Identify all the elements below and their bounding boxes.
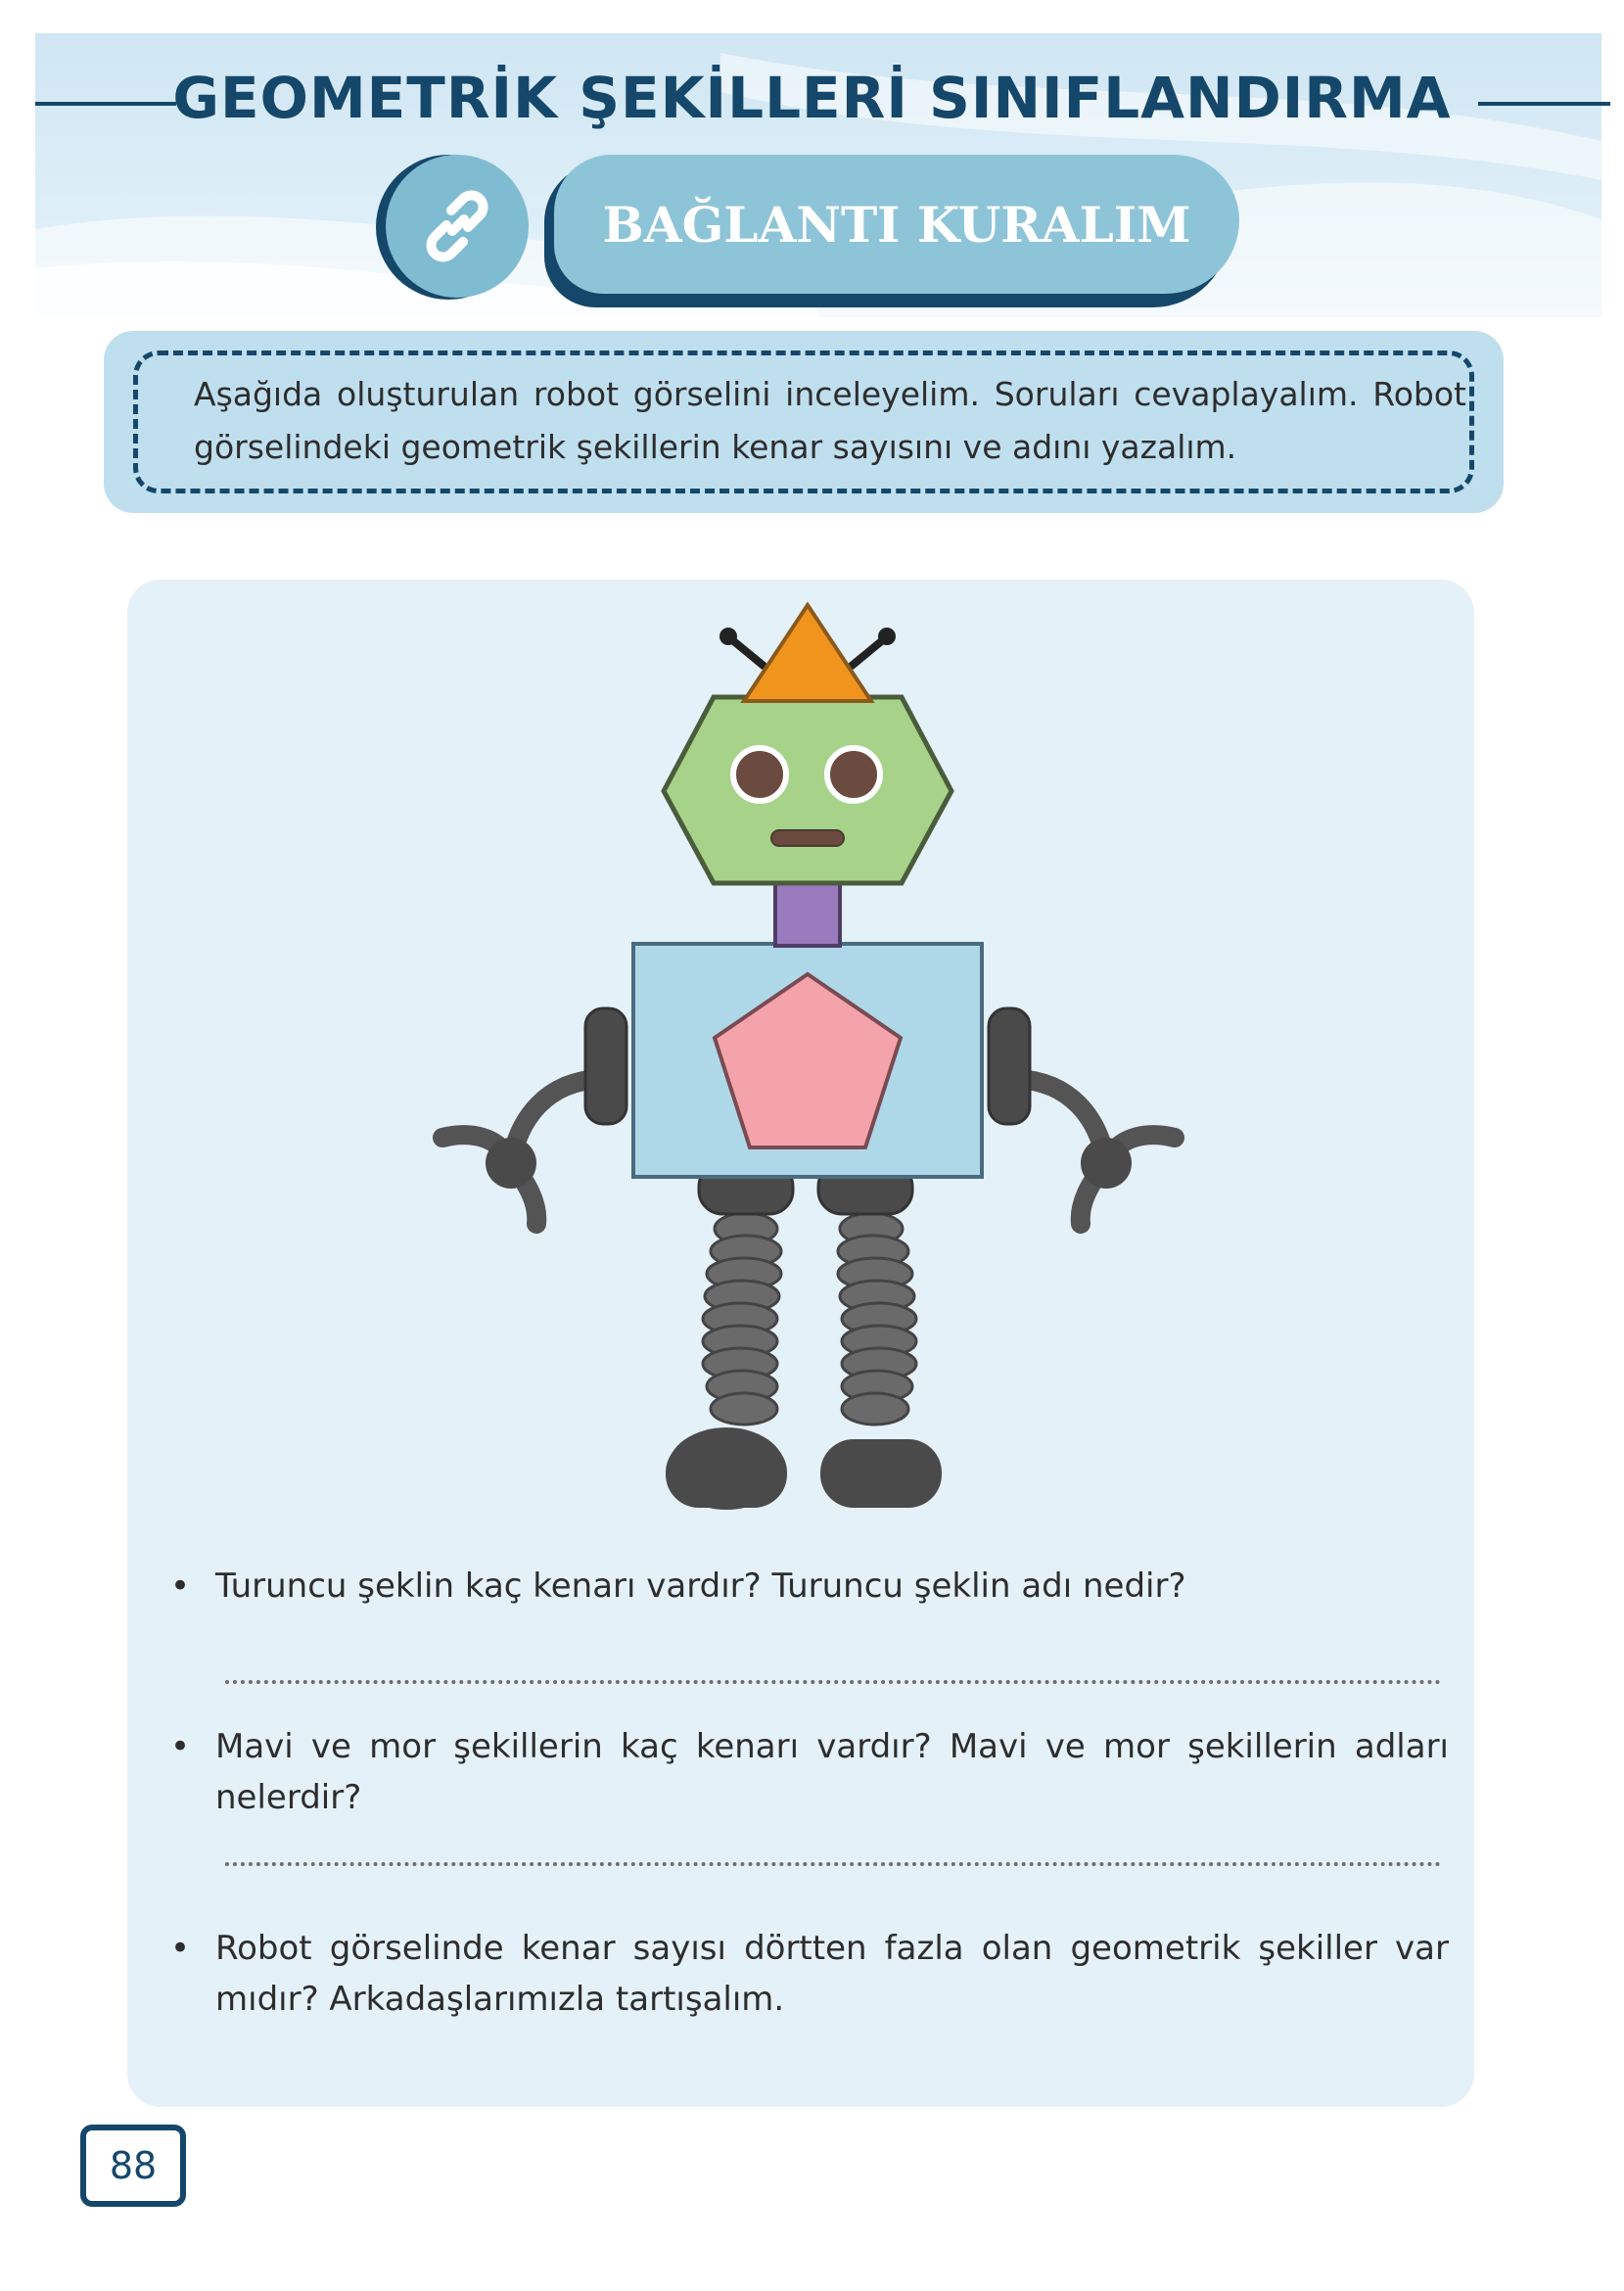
question-text: Turuncu şeklin kaç kenarı vardır? Turuncu şeklin adı nedir? [215,1566,1186,1606]
hand-left [486,1138,536,1189]
robot-mouth [771,830,844,846]
shoulder-right [989,1008,1030,1124]
page-title: GEOMETRİK ŞEKİLLERİ SINIFLANDIRMA [172,65,1452,131]
instruction-text: Aşağıda oluşturulan robot görselini inceleyelim. Soruları cevaplayalım. Robot görselindeki geometrik şekillerin kenar sayısını ve adını yazalım. [194,375,1466,466]
question-3 [170,1923,1449,2025]
section-label: BAĞLANTI KURALIM [554,155,1239,294]
robot-eye-left [733,748,786,801]
page-number: 88 [80,2125,186,2207]
robot-hat-triangle [744,605,871,701]
leg-left [699,1163,793,1425]
robot-eye-right [827,748,880,801]
leg-right [818,1163,916,1425]
antenna-left [719,628,764,666]
shoulder-left [585,1008,626,1124]
answer-line-1[interactable] [225,1680,1441,1684]
answer-line-2[interactable] [225,1862,1441,1866]
bullet: • [170,1929,191,1968]
question-2 [170,1721,1449,1823]
hand-right [1081,1138,1132,1189]
link-icon [413,182,501,270]
foot-right [820,1439,942,1508]
bullet: • [170,1566,191,1606]
antenna-right [852,628,896,666]
link-badge [386,155,529,298]
robot-head-hexagon [664,697,951,883]
question-text: Mavi ve mor şekillerin kaç kenarı vardır? Mavi ve mor şekillerin adları nelerdir? [215,1727,1449,1817]
foot-left-base [666,1439,787,1508]
robot-illustration [431,587,1194,1537]
bullet: • [170,1727,191,1766]
question-text: Robot görselinde kenar sayısı dörtten fazla olan geometrik şekiller var mıdır? Arkadaşlarımızla tartışalım. [215,1929,1449,2019]
question-1 [170,1561,1449,1612]
robot-neck-square [775,881,840,946]
